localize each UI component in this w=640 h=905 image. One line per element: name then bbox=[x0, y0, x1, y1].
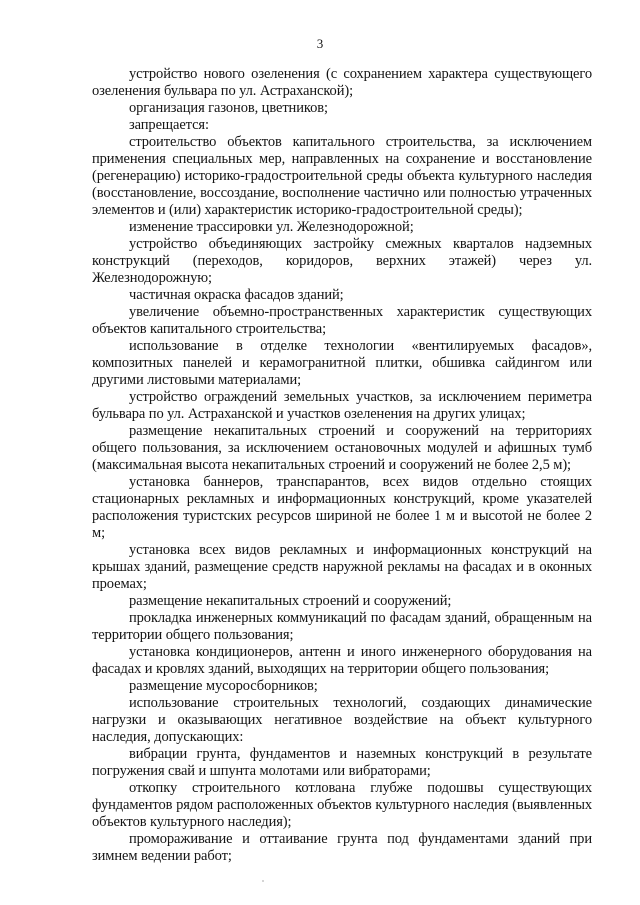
paragraph: промораживание и оттаивание грунта под фундаментами зданий при зимнем ведении работ; bbox=[92, 831, 592, 864]
paragraph: вибрации грунта, фундаментов и наземных конструкций в результате погружения свай и шпунта молотами или вибраторами; bbox=[92, 746, 592, 779]
paragraph: установка всех видов рекламных и информационных конструкций на крышах зданий, размещение средств наружной рекламы на фасадах и в оконных проемах; bbox=[92, 542, 592, 592]
paragraph: прокладка инженерных коммуникаций по фасадам зданий, обращенным на территории общего пользования; bbox=[92, 610, 592, 643]
page-number: 3 bbox=[316, 36, 324, 51]
paragraph: размещение некапитальных строений и сооружений; bbox=[129, 593, 452, 609]
paragraph: устройство объединяющих застройку смежных кварталов надземных конструкций (переходов, коридоров, верхних этажей) через ул. Железнодорожную; bbox=[92, 236, 592, 286]
paragraph: запрещается: bbox=[129, 117, 209, 133]
paragraph: изменение трассировки ул. Железнодорожной; bbox=[129, 219, 414, 235]
paragraph: устройство нового озеленения (с сохранением характера существующего озеленения бульвара по ул. Астраханской); bbox=[92, 66, 592, 99]
paragraph: размещение мусоросборников; bbox=[129, 678, 318, 694]
paragraph: использование строительных технологий, создающих динамические нагрузки и оказывающих негативное воздействие на объект культурного наследия, допускающих: bbox=[92, 695, 592, 745]
paragraph: размещение некапитальных строений и сооружений на территориях общего пользования, за исключением остановочных модулей и афишных тумб (максимальная высота некапитальных строений и сооружений не более 2,5 м); bbox=[92, 423, 592, 473]
paragraph: устройство ограждений земельных участков, за исключением периметра бульвара по ул. Астраханской и участков озеленения на других улицах; bbox=[92, 389, 592, 422]
paragraph: организация газонов, цветников; bbox=[129, 100, 328, 116]
paragraph: строительство объектов капитального строительства, за исключением применения специальных мер, направленных на сохранение и восстановление (регенерацию) историко-градостроительной среды объекта культурного наследия (восстановление, воссоздание, восполнение частично или полностью утраченных элементов и (или) характеристик историко-градостроительной среды); bbox=[92, 134, 592, 218]
paragraph: частичная окраска фасадов зданий; bbox=[129, 287, 344, 303]
paragraph: установка кондиционеров, антенн и иного инженерного оборудования на фасадах и кровлях зданий, выходящих на территории общего пользования; bbox=[92, 644, 592, 677]
document-body bbox=[92, 66, 592, 865]
paragraph: увеличение объемно-пространственных характеристик существующих объектов капитального строительства; bbox=[92, 304, 592, 337]
paragraph: откопку строительного котлована глубже подошвы существующих фундаментов рядом расположенных объектов культурного наследия (выявленных объектов культурного наследия); bbox=[92, 780, 592, 830]
scan-speck bbox=[262, 880, 264, 882]
paragraph: установка баннеров, транспарантов, всех видов отдельно стоящих стационарных рекламных и информационных конструкций, кроме указателей расположения туристских ресурсов шириной не более 1 м и высотой не более 2 м; bbox=[92, 474, 592, 541]
paragraph: использование в отделке технологии «вентилируемых фасадов», композитных панелей и керамогранитной плитки, обшивка сайдингом или другими листовыми материалами; bbox=[92, 338, 592, 388]
